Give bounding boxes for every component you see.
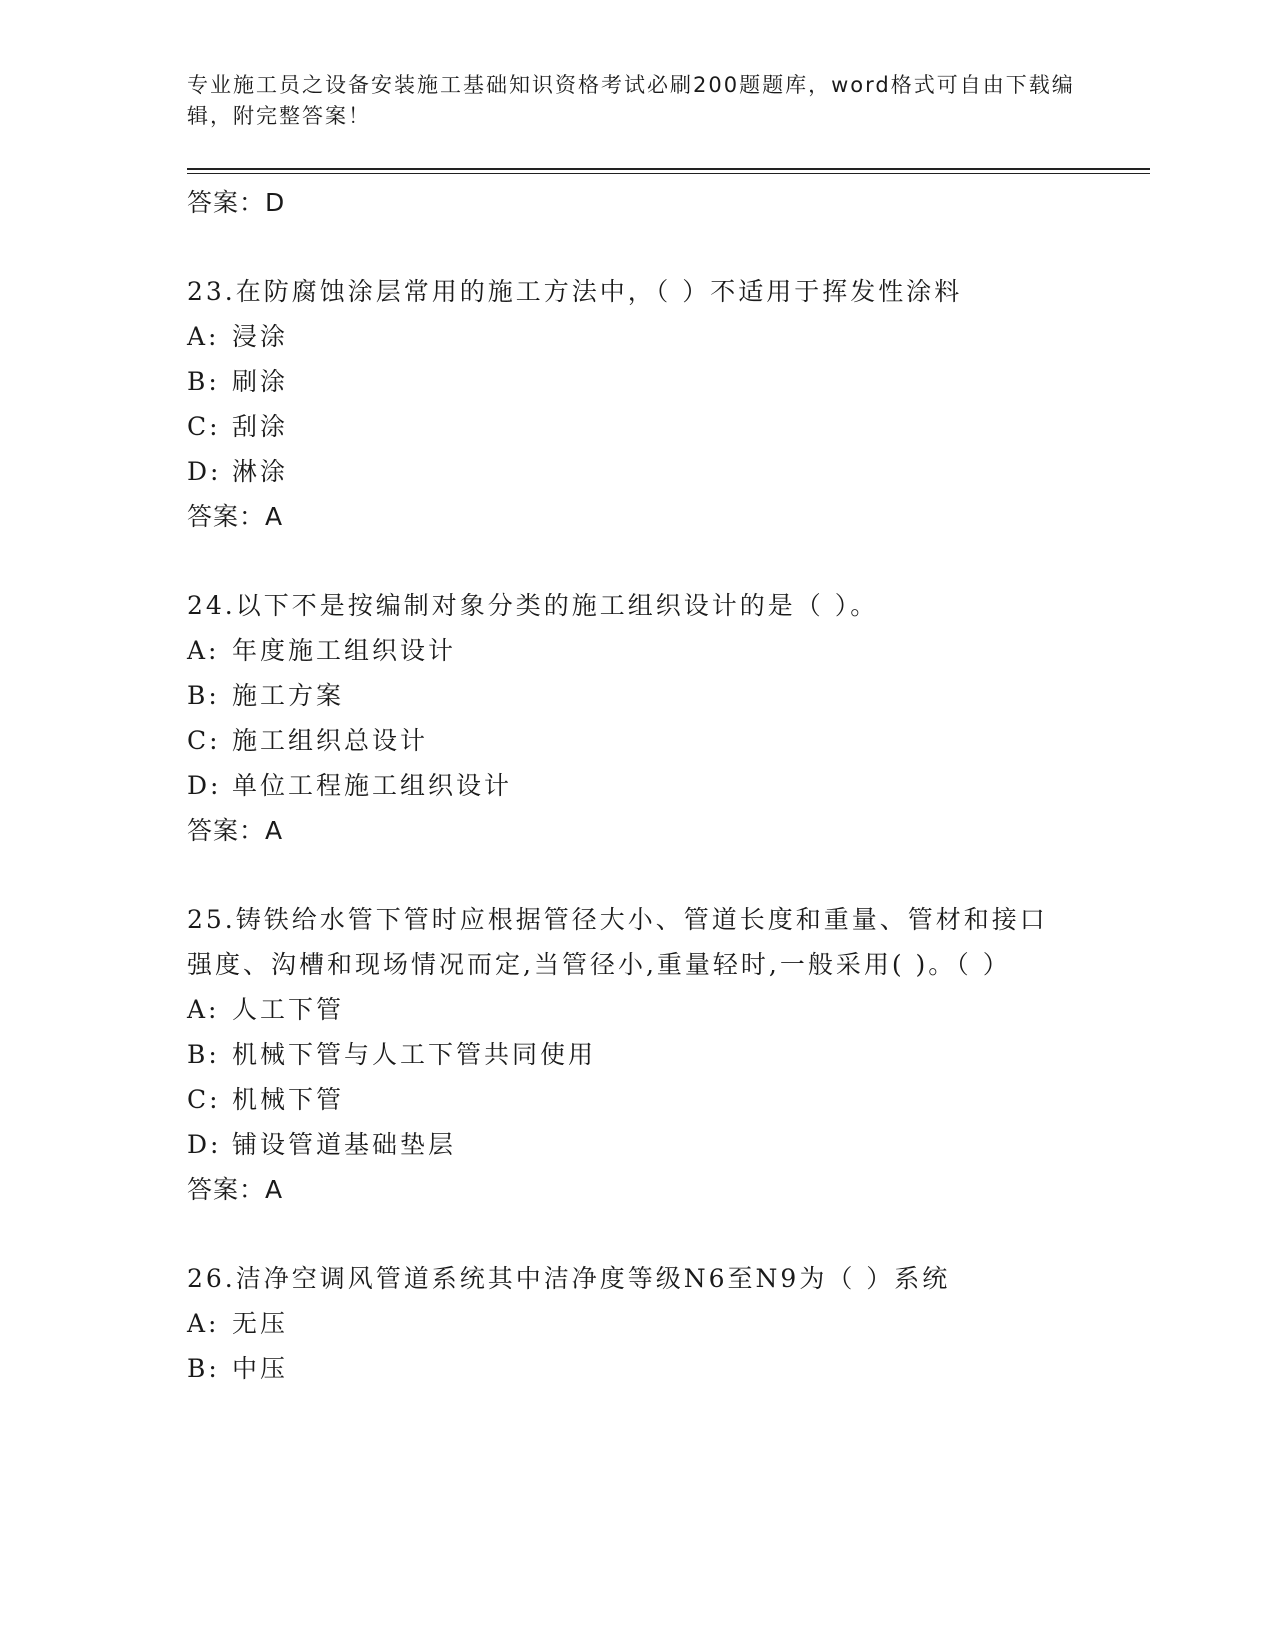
- question-stem: 24.以下不是按编制对象分类的施工组织设计的是（ ）。: [187, 591, 879, 620]
- option-c: C: 施工组织总设计: [187, 726, 429, 755]
- option-a: A: 人工下管: [187, 995, 345, 1024]
- answer-line: 答案：A: [187, 1175, 284, 1204]
- option-a: A: 浸涂: [187, 322, 289, 351]
- option-a: A: 无压: [187, 1309, 289, 1338]
- question-stem: 26.洁净空调风管道系统其中洁净度等级N6至N9为（ ）系统: [187, 1264, 951, 1293]
- option-a: A: 年度施工组织设计: [187, 636, 457, 665]
- header-divider: [187, 168, 1150, 174]
- document-header: 专业施工员之设备安装施工基础知识资格考试必刷200题题库，word格式可自由下载编辑，附完整答案！: [187, 73, 1075, 128]
- question-26: [187, 1256, 1147, 1391]
- question-stem: 25.铸铁给水管下管时应根据管径大小、管道长度和重量、管材和接口强度、沟槽和现场情况而定,当管径小,重量轻时,一般采用( )。（ ）: [187, 905, 1048, 979]
- answer-line: 答案：A: [187, 816, 284, 845]
- option-d: D: 铺设管道基础垫层: [187, 1130, 457, 1159]
- question-24: [187, 583, 1147, 853]
- previous-answer: 答案：D: [187, 188, 286, 217]
- option-b: B: 刷涂: [187, 367, 289, 396]
- option-d: D: 单位工程施工组织设计: [187, 771, 513, 800]
- question-stem: 23.在防腐蚀涂层常用的施工方法中，（ ）不适用于挥发性涂料: [187, 277, 963, 306]
- document-page: [187, 70, 1147, 1391]
- question-23: [187, 269, 1147, 539]
- option-b: B: 中压: [187, 1354, 289, 1383]
- question-25: [187, 897, 1147, 1212]
- option-b: B: 施工方案: [187, 681, 345, 710]
- option-c: C: 机械下管: [187, 1085, 345, 1114]
- answer-line: 答案：A: [187, 502, 284, 531]
- option-d: D: 淋涂: [187, 457, 289, 486]
- option-b: B: 机械下管与人工下管共同使用: [187, 1040, 597, 1069]
- option-c: C: 刮涂: [187, 412, 289, 441]
